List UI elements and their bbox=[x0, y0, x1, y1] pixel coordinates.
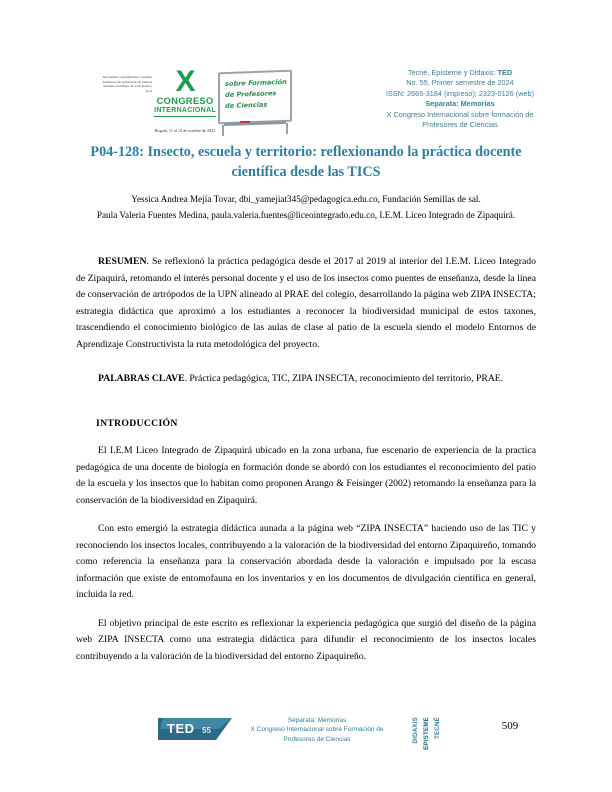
whiteboard-line-1: sobre Formación bbox=[225, 77, 287, 89]
whiteboard-marker-icon bbox=[240, 121, 250, 123]
tecne-episteme-didaxis-logo bbox=[409, 717, 445, 751]
keywords-section bbox=[76, 371, 536, 400]
journal-issue: No. 55, Primer semestre de 2024 bbox=[406, 78, 514, 88]
author-line-1: Yessica Andrea Mejía Tovar, dbi_yamejiat345@pedagogica.edu.co, Fundación Semillas de sal. bbox=[131, 194, 481, 204]
journal-acronym: TED bbox=[497, 68, 513, 77]
introduction-paragraph-2: Con esto emergió la estrategia didáctica aunada a la página web “ZIPA INSECTA” haciendo uso de las TIC y reconociendo los insectos locales, contribuyendo a la valoración de la biodiversidad del entorno Zipaquireño, tomando como referencia la enseñanza para la conservación abordada desde la valoración e impulsado por la escasa información que existe de entomofauna en los inventarios y en los documentos de divulgación científica en general, incluida la red. bbox=[76, 523, 537, 600]
footer-center-text bbox=[232, 716, 402, 744]
journal-separata: Separata: Memorias bbox=[425, 99, 495, 109]
whiteboard-leg-right bbox=[286, 123, 288, 134]
keywords-text: . Práctica pedagógica, TIC, ZIPA INSECTA, reconocimiento del territorio, PRAE. bbox=[184, 373, 504, 384]
keywords-paragraph bbox=[76, 371, 536, 388]
congress-logo-word: CONGRESO bbox=[156, 96, 214, 107]
introduction-heading: INTRODUCCIÓN bbox=[96, 418, 178, 429]
journal-issn: ISSN: 2665-3184 (impreso); 2323-0126 (web) bbox=[385, 88, 535, 98]
author-line-2: Paula Valeria Fuentes Medina, paula.valeria.fuentes@liceointegrado.edu.co, I.E.M. Liceo Integrado de Zipaquirá. bbox=[96, 210, 516, 220]
congress-logo-x: X bbox=[175, 65, 195, 98]
journal-title-line bbox=[335, 68, 585, 78]
keywords-label: PALABRAS CLAVE bbox=[98, 373, 185, 384]
whiteboard-line-3: de Ciencias bbox=[225, 100, 268, 111]
whiteboard-graphic bbox=[218, 70, 292, 125]
congress-blurb-text: Necesidades, oportunidades y desafíos formativos del profesorado de ciencias naturales en tiempos de crisis global y local bbox=[102, 75, 152, 93]
ted-logo-number: 55 bbox=[202, 726, 211, 735]
page-number: 509 bbox=[501, 720, 519, 732]
vertical-label-tecne: TECNÉ bbox=[434, 717, 441, 739]
page-header bbox=[0, 60, 612, 138]
journal-masthead bbox=[335, 68, 585, 130]
journal-title: Tecné, Episteme y Didaxis: bbox=[407, 68, 498, 77]
page-title: P04-128: Insecto, escuela y territorio: reflexionando la práctica docente científica desde las TICS bbox=[90, 144, 522, 180]
authors-block bbox=[72, 191, 540, 223]
footer-separata: Separata: Memorias bbox=[287, 717, 347, 724]
vertical-label-didaxis: DIDAXIS bbox=[412, 717, 419, 744]
congress-logo bbox=[154, 67, 216, 117]
abstract-paragraph bbox=[76, 254, 536, 353]
ted-logo-word: TED bbox=[167, 721, 195, 736]
congress-date: Bogotá, 11 al 13 de octubre de 2023 bbox=[154, 128, 216, 133]
congress-logo-group bbox=[100, 65, 295, 137]
ted-logo bbox=[158, 718, 232, 740]
vertical-label-episteme: EPISTEME bbox=[423, 717, 430, 750]
abstract-label: RESUMEN bbox=[98, 256, 147, 267]
whiteboard-text bbox=[225, 77, 287, 112]
journal-congress-line-1: X Congreso Internacional sobre formación de bbox=[386, 109, 534, 119]
abstract-section bbox=[76, 254, 536, 365]
introduction-paragraph-3: El objetivo principal de este escrito es reflexionar la experiencia pedagógica que surgió del diseño de la página web ZIPA INSECTA como una estrategia didáctica para difundir el reconocimiento de los insectos locales contribuyendo a la valoración de la biodiversidad del entorno Zipaquireño. bbox=[76, 617, 536, 662]
introduction-section bbox=[76, 443, 536, 677]
footer-congress-line-1: X Congreso Internacional sobre Formación de bbox=[250, 726, 384, 734]
abstract-text: . Se reflexionó la práctica pedagógica desde el 2017 al 2019 al interior del I.E.M. Liceo Integrado de Zipaquirá, retomando el interés personal docente y el uso de los insectos como puentes de enseñanza, desde la línea de conservación de artrópodos de la UPN alineado al PRAE del colegio, desarrollando la página web ZIPA INSECTA; estrategia didáctica que aproximó a los estudiantes a reconocer la biodiversidad municipal de estos taxones, trascendiendo el conocimiento biológico de las aulas de clase al patio de la escuela siendo el modelo Entornos de Aprendizaje Constructivista la ruta metodológica del proyecto. bbox=[76, 256, 536, 350]
footer-congress-line-2: Profesores de Ciencias bbox=[283, 735, 351, 743]
introduction-paragraph-1: El I.E.M Liceo Integrado de Zipaquirá ubicado en la zona urbana, fue escenario de experiencia de la practica pedagógica de una docente de biología en formación donde se abordó con los estudiantes el reconocimiento del patio de la escuela y los insectos que lo habitan como proponen Arango & Feisinger (2002) retomando la enseñanza para la conservación de la biodiversidad en Zipaquirá. bbox=[76, 445, 536, 506]
congress-logo-subword: INTERNACIONAL bbox=[154, 107, 216, 117]
journal-congress-line-2: Profesores de Ciencias bbox=[422, 120, 498, 130]
whiteboard-line-2: de Profesores bbox=[225, 89, 277, 100]
page-footer bbox=[0, 712, 612, 757]
whiteboard-leg-left bbox=[222, 125, 224, 136]
